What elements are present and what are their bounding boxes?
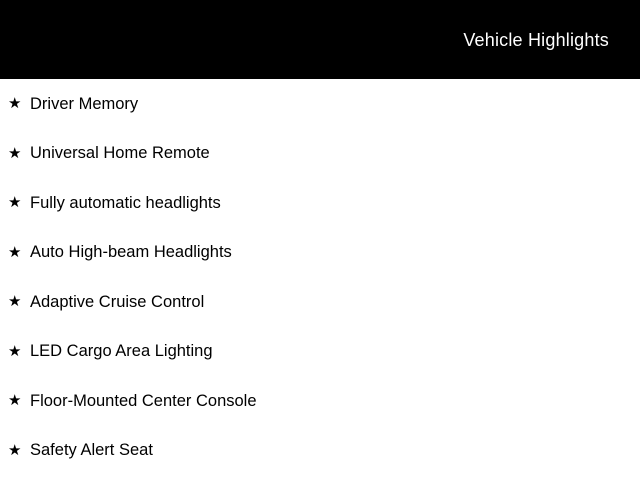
page-title: Vehicle Highlights (463, 30, 609, 50)
star-icon: ★ (8, 341, 22, 360)
star-icon: ★ (8, 440, 22, 459)
star-icon: ★ (8, 292, 22, 311)
list-item (0, 228, 640, 278)
list-item (0, 178, 640, 228)
list-item-label: Adaptive Cruise Control (30, 292, 205, 311)
list-item-label: Universal Home Remote (30, 144, 210, 163)
star-icon: ★ (8, 143, 22, 162)
list-item-label: Driver Memory (30, 94, 139, 113)
star-icon: ★ (8, 242, 22, 261)
list-item (0, 327, 640, 377)
star-icon: ★ (8, 193, 22, 212)
header-bar (0, 0, 640, 79)
star-icon: ★ (8, 94, 22, 113)
list-item-label: Fully automatic headlights (30, 193, 221, 212)
list-item (0, 426, 640, 476)
vehicle-highlights-list (0, 79, 640, 475)
list-item-label: Safety Alert Seat (30, 441, 153, 460)
list-item-label: Floor-Mounted Center Console (30, 391, 257, 410)
list-item (0, 376, 640, 426)
star-icon: ★ (8, 391, 22, 410)
list-item (0, 79, 640, 129)
list-item (0, 277, 640, 327)
list-item-label: Auto High-beam Headlights (30, 243, 232, 262)
list-item-label: LED Cargo Area Lighting (30, 342, 213, 361)
list-item (0, 129, 640, 179)
